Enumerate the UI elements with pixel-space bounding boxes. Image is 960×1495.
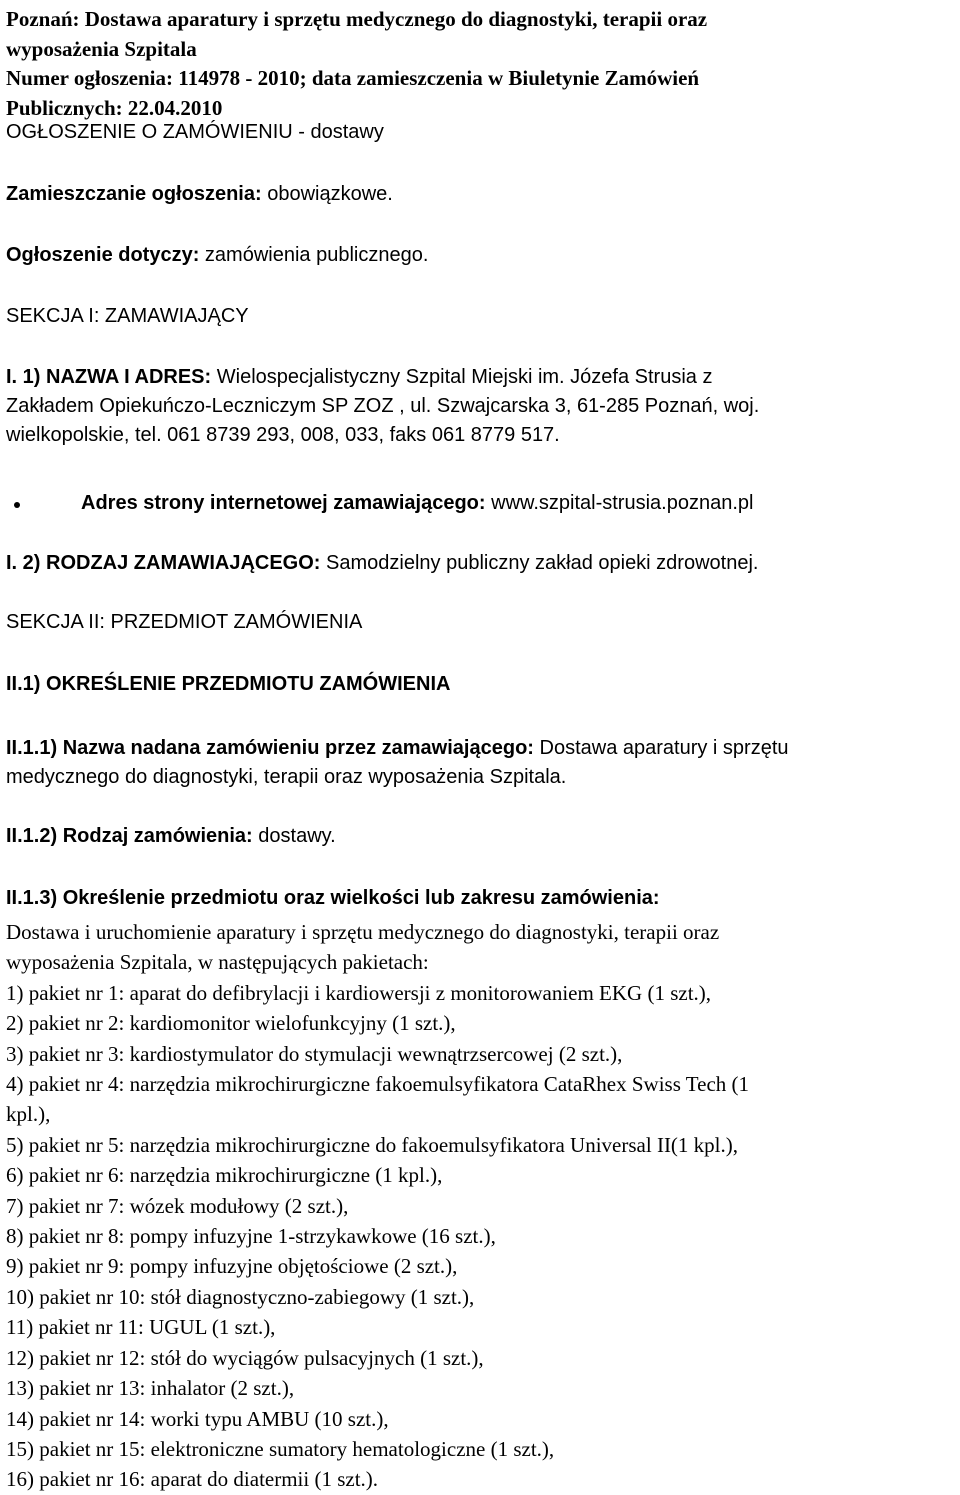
list-item: 3) pakiet nr 3: kardiostymulator do stymulacji wewnątrzsercowej (2 szt.), — [6, 1041, 623, 1066]
concerns-label: Ogłoszenie dotyczy: — [6, 244, 200, 266]
order-name-value: Dostawa aparatury i sprzętu — [533, 737, 789, 759]
list-item: 4) pakiet nr 4: narzędzia mikrochirurgiczne fakoemulsyfikatora CataRhex Swiss Tech (1 — [6, 1072, 750, 1097]
header-line: Publicznych: 22.04.2010 — [6, 95, 223, 120]
order-name-block — [6, 734, 789, 792]
placement-label: Zamieszczanie ogłoszenia: — [6, 183, 262, 205]
list-item: 14) pakiet nr 14: worki typu AMBU (10 szt.), — [6, 1406, 389, 1431]
name-address-block — [6, 363, 759, 450]
website-label: Adres strony internetowej zamawiającego: — [81, 492, 486, 514]
list-item: 10) pakiet nr 10: stół diagnostyczno-zabiegowy (1 szt.), — [6, 1284, 475, 1309]
list-item: 5) pakiet nr 5: narzędzia mikrochirurgiczne do fakoemulsyfikatora Universal II(1 kpl.), — [6, 1132, 739, 1157]
order-kind-row — [6, 825, 336, 848]
section-2-title: SEKCJA II: PRZEDMIOT ZAMÓWIENIA — [6, 611, 363, 633]
header-line: wyposażenia Szpitala — [6, 36, 197, 61]
website-text — [81, 492, 753, 515]
list-item: 12) pakiet nr 12: stół do wyciągów pulsacyjnych (1 szt.), — [6, 1345, 484, 1370]
list-item: 16) pakiet nr 16: aparat do diatermii (1 szt.). — [6, 1467, 379, 1492]
list-item: 8) pakiet nr 8: pompy infuzyjne 1-strzykawkowe (16 szt.), — [6, 1224, 496, 1249]
name-address-label: I. 1) NAZWA I ADRES: — [6, 366, 212, 388]
website-link[interactable]: www.szpital-strusia.poznan.pl — [485, 492, 754, 514]
scope-heading: II.1.3) Określenie przedmiotu oraz wielkości lub zakresu zamówienia: — [6, 887, 660, 909]
list-item: 7) pakiet nr 7: wózek modułowy (2 szt.), — [6, 1193, 349, 1218]
list-item: 2) pakiet nr 2: kardiomonitor wielofunkcyjny (1 szt.), — [6, 1011, 456, 1036]
header-line: Numer ogłoszenia: 114978 - 2010; data zamieszczenia w Biuletynie Zamówień — [6, 66, 700, 90]
order-name-line: medycznego do diagnostyki, terapii oraz wyposażenia Szpitala. — [6, 766, 567, 788]
name-address-text: Wielospecjalistyczny Szpital Miejski im. Józefa Strusia z — [211, 366, 713, 388]
name-address-line — [6, 363, 759, 392]
section-1-title: SEKCJA I: ZAMAWIAJĄCY — [6, 305, 249, 327]
document-header — [6, 5, 707, 123]
list-item: 6) pakiet nr 6: narzędzia mikrochirurgiczne (1 kpl.), — [6, 1163, 443, 1188]
list-item: 9) pakiet nr 9: pompy infuzyjne objętościowe (2 szt.), — [6, 1254, 458, 1279]
list-item: 13) pakiet nr 13: inhalator (2 szt.), — [6, 1376, 295, 1401]
notice-type: OGŁOSZENIE O ZAMÓWIENIU - dostawy — [6, 121, 384, 143]
name-address-line: wielkopolskie, tel. 061 8739 293, 008, 033, faks 061 8779 517. — [6, 424, 560, 446]
order-kind-label: II.1.2) Rodzaj zamówienia: — [6, 825, 253, 847]
order-kind-value: dostawy. — [252, 825, 336, 847]
header-line: Poznań: Dostawa aparatury i sprzętu medycznego do diagnostyki, terapii oraz — [6, 7, 708, 31]
list-item: 15) pakiet nr 15: elektroniczne sumatory hematologiczne (1 szt.), — [6, 1436, 555, 1461]
list-item: 11) pakiet nr 11: UGUL (1 szt.), — [6, 1315, 276, 1340]
subject-heading: II.1) OKREŚLENIE PRZEDMIOTU ZAMÓWIENIA — [6, 673, 451, 695]
scope-list — [6, 917, 749, 1495]
list-item: 1) pakiet nr 1: aparat do defibrylacji i kardiowersji z monitorowaniem EKG (1 szt.), — [6, 980, 712, 1005]
order-name-line — [6, 734, 789, 763]
placement-row — [6, 183, 393, 206]
order-name-label: II.1.1) Nazwa nadana zamówieniu przez zamawiającego: — [6, 737, 534, 759]
orderer-type-row — [6, 552, 758, 575]
list-item: kpl.), — [6, 1102, 51, 1127]
list-item: wyposażenia Szpitala, w następujących pakietach: — [6, 950, 429, 975]
concerns-value: zamówienia publicznego. — [199, 244, 429, 266]
orderer-type-label: I. 2) RODZAJ ZAMAWIAJĄCEGO: — [6, 552, 321, 574]
list-item: Dostawa i uruchomienie aparatury i sprzętu medycznego do diagnostyki, terapii oraz — [6, 920, 720, 944]
orderer-type-value: Samodzielny publiczny zakład opieki zdrowotnej. — [320, 552, 759, 574]
bullet-icon — [14, 502, 20, 508]
placement-value: obowiązkowe. — [261, 183, 393, 205]
concerns-row — [6, 244, 428, 267]
name-address-line: Zakładem Opiekuńczo-Leczniczym SP ZOZ , ul. Szwajcarska 3, 61-285 Poznań, woj. — [6, 395, 760, 417]
